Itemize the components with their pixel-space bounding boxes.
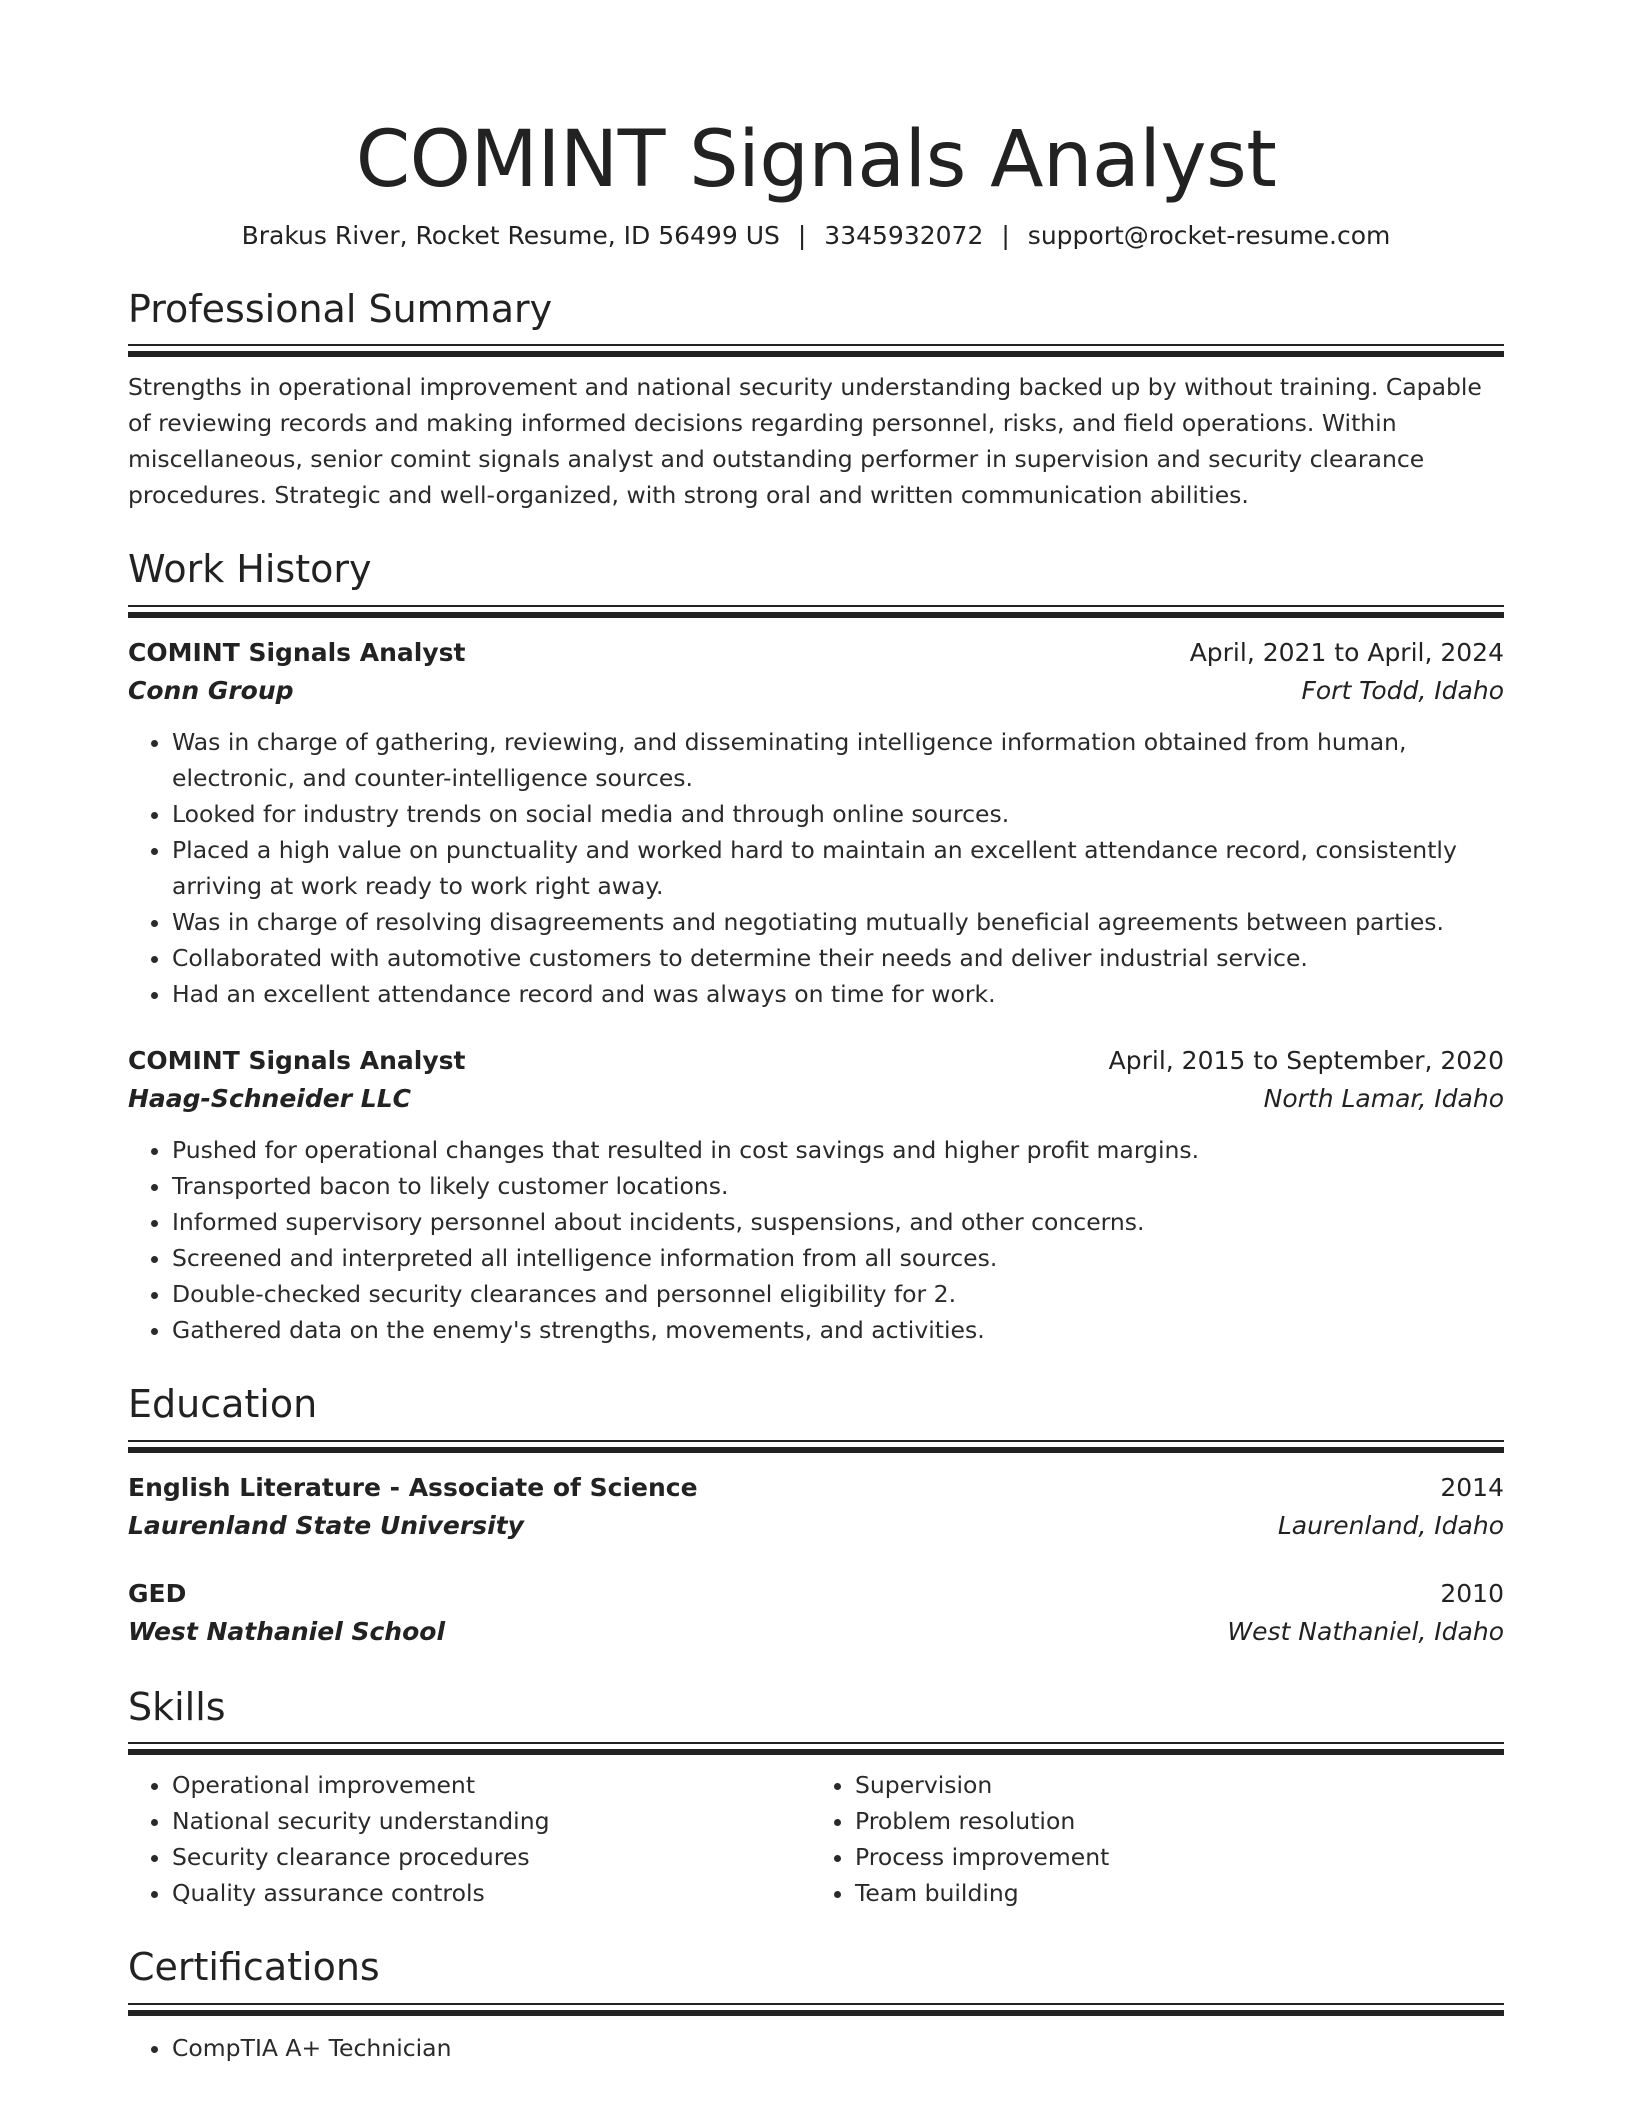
section-divider [128,1742,1504,1755]
list-item: • Informed supervisory personnel about incidents, suspensions, and other concerns. [172,1204,1504,1240]
section-title-certifications: Certifications [128,1945,380,1990]
job-company: Conn Group [128,675,294,705]
education-section [128,1382,1504,1651]
education-year: 2014 [1440,1472,1504,1502]
section-title-skills: Skills [128,1684,226,1729]
section-title-work-history: Work History [128,547,372,592]
list-item: • Transported bacon to likely customer locations. [172,1168,1504,1204]
education-school: Laurenland State University [128,1510,524,1540]
job-location: North Lamar, Idaho [1263,1083,1504,1113]
certifications-list [128,2030,1504,2066]
skills-grid [128,1767,1504,1911]
contact-email: support@rocket-resume.com [1027,221,1391,251]
list-item: • Collaborated with automotive customers to determine their needs and deliver industrial service. [172,940,1504,976]
job-entry [128,634,1504,1012]
education-year: 2010 [1440,1578,1504,1608]
list-item: • CompTIA A+ Technician [172,2030,1504,2066]
section-divider [128,2003,1504,2016]
list-item: • Pushed for operational changes that resulted in cost savings and higher profit margins. [172,1132,1504,1168]
job-role: COMINT Signals Analyst [128,637,466,667]
work-history-section [128,547,1504,1348]
education-location: West Nathaniel, Idaho [1227,1616,1504,1646]
job-company: Haag-Schneider LLC [128,1083,411,1113]
summary-text: Strengths in operational improvement and national security understanding backed up by without training. Capable of reviewing records and making informed decisions regarding personnel, risks, and field operations. Within miscellaneous, senior comint signals analyst and outstanding performer in supervision and security clearance procedures. Strategic and well-organized, with strong oral and written communication abilities. [128,373,1482,510]
list-item: • Double-checked security clearances and personnel eligibility for 2. [172,1276,1504,1312]
education-entry [128,1469,1504,1545]
job-dates: April, 2015 to September, 2020 [1108,1045,1504,1075]
section-divider [128,1440,1504,1453]
section-divider [128,605,1504,618]
contact-separator: | [1001,221,1010,251]
list-item: • Was in charge of resolving disagreements and negotiating mutually beneficial agreements between parties. [172,904,1504,940]
contact-separator: | [797,221,807,251]
list-item: • Placed a high value on punctuality and worked hard to maintain an excellent attendance record, consistently arriving at work ready to work right away. [172,832,1504,904]
list-item: • Quality assurance controls [172,1875,821,1911]
list-item: • Operational improvement [172,1767,821,1803]
job-dates: April, 2021 to April, 2024 [1189,637,1504,667]
job-entry [128,1042,1504,1348]
contact-address: Brakus River, Rocket Resume, ID 56499 US [241,221,780,251]
education-degree: English Literature - Associate of Science [128,1472,698,1502]
list-item: • Looked for industry trends on social media and through online sources. [172,796,1504,832]
education-degree: GED [128,1578,187,1608]
skills-list-right [821,1767,1504,1911]
section-title-education: Education [128,1381,318,1426]
job-role: COMINT Signals Analyst [128,1045,466,1075]
education-school: West Nathaniel School [128,1616,446,1646]
list-item: • Screened and interpreted all intelligence information from all sources. [172,1240,1504,1276]
list-item: • Gathered data on the enemy's strengths, movements, and activities. [172,1312,1504,1348]
list-item: • Was in charge of gathering, reviewing, and disseminating intelligence information obtained from human, electronic, and counter-intelligence sources. [172,724,1504,796]
job-bullets [128,724,1504,1012]
list-item: • Supervision [855,1767,1504,1803]
contact-phone: 3345932072 [824,221,984,251]
candidate-name: COMINT Signals Analyst [355,115,1277,205]
education-entry [128,1575,1504,1651]
education-location: Laurenland, Idaho [1277,1510,1504,1540]
job-bullets [128,1132,1504,1348]
list-item: • Security clearance procedures [172,1839,821,1875]
contact-line [128,220,1504,253]
list-item: • Process improvement [855,1839,1504,1875]
list-item: • Problem resolution [855,1803,1504,1839]
skills-section [128,1685,1504,1912]
list-item: • Team building [855,1875,1504,1911]
list-item: • National security understanding [172,1803,821,1839]
job-location: Fort Todd, Idaho [1301,675,1504,705]
list-item: • Had an excellent attendance record and was always on time for work. [172,976,1504,1012]
section-title-summary: Professional Summary [128,286,553,331]
skills-list-left [128,1767,821,1911]
section-divider [128,344,1504,357]
summary-section [128,287,1504,514]
certifications-section [128,1945,1504,2066]
